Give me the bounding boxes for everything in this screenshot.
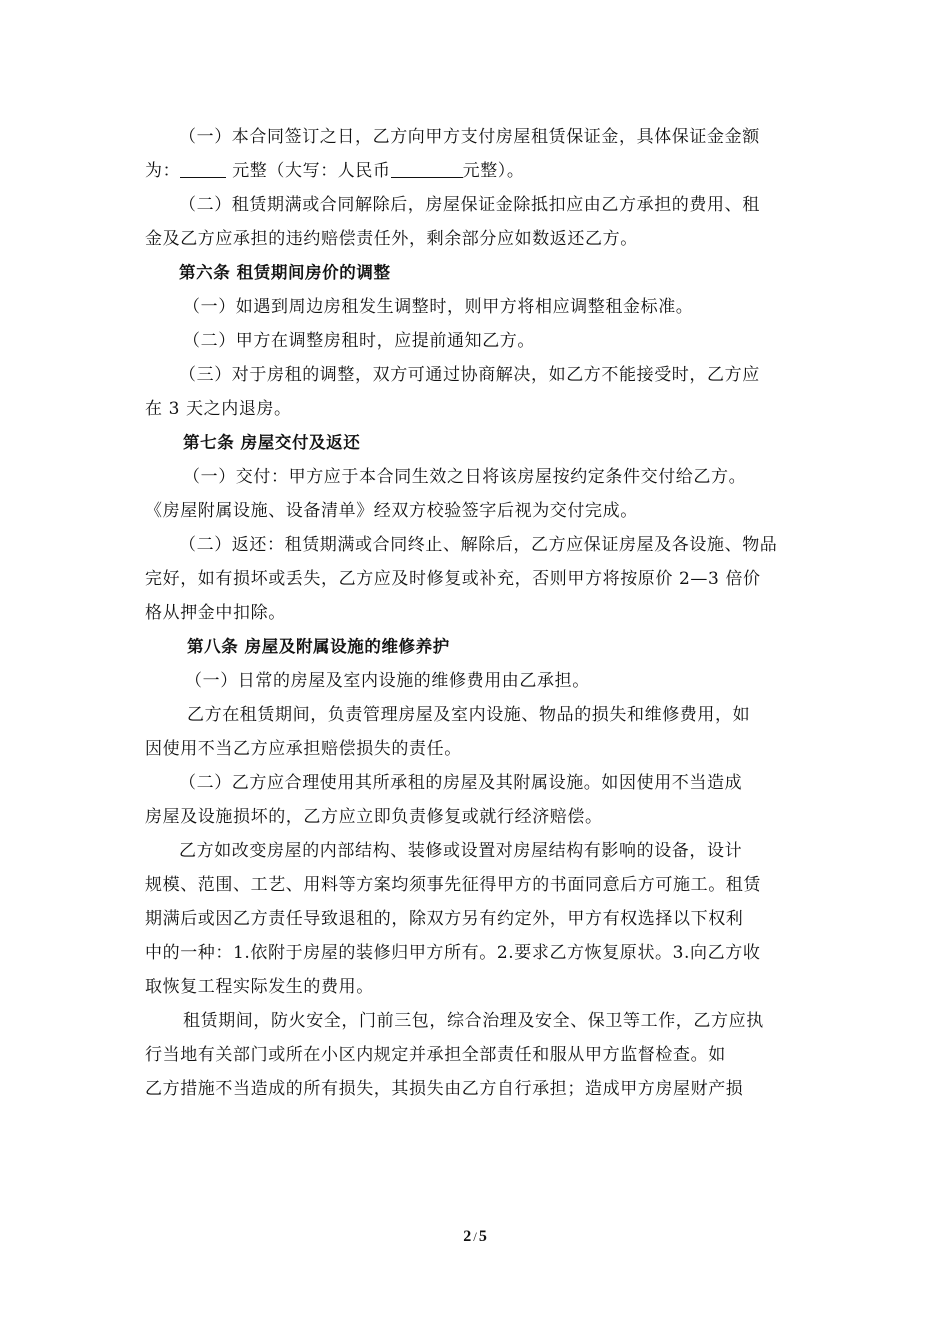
article-8-paragraph: 中的一种：1.依附于房屋的装修归甲方所有。2.要求乙方恢复原状。3.向乙方收 bbox=[145, 943, 761, 963]
article-8-paragraph: 因使用不当乙方应承担赔偿损失的责任。 bbox=[145, 739, 462, 759]
article-8-paragraph: 期满后或因乙方责任导致退租的，除双方另有约定外，甲方有权选择以下权利 bbox=[145, 909, 744, 929]
article-6-heading: 第六条 租赁期间房价的调整 bbox=[179, 263, 391, 282]
amount-words-blank bbox=[391, 157, 463, 178]
amount-blank bbox=[180, 157, 226, 178]
article-7-item: 完好，如有损坏或丢失，乙方应及时修复或补充，否则甲方将按原价 2—3 倍价 bbox=[145, 569, 761, 589]
article-8-item: （一）日常的房屋及室内设施的维修费用由乙承担。 bbox=[185, 671, 590, 691]
article-7-item: 格从押金中扣除。 bbox=[145, 603, 286, 623]
article-8-paragraph: 行当地有关部门或所在小区内规定并承担全部责任和服从甲方监督检查。如 bbox=[145, 1045, 726, 1065]
article-8-paragraph: 乙方措施不当造成的所有损失，其损失由乙方自行承担；造成甲方房屋财产损 bbox=[145, 1079, 744, 1099]
text-fragment: 元整（大写：人民币 bbox=[226, 161, 391, 181]
text-fragment: 元整）。 bbox=[462, 161, 525, 181]
article-8-paragraph: 乙方如改变房屋的内部结构、装修或设置对房屋结构有影响的设备，设计 bbox=[179, 841, 743, 861]
article-6-item: （二）甲方在调整房租时，应提前通知乙方。 bbox=[183, 331, 535, 351]
article-8-heading: 第八条 房屋及附属设施的维修养护 bbox=[187, 637, 450, 656]
deposit-amount-line bbox=[145, 154, 810, 188]
article-8-paragraph: 租赁期间，防火安全，门前三包，综合治理及安全、保卫等工作，乙方应执 bbox=[183, 1011, 764, 1031]
refund-paragraph-line: 金及乙方应承担的违约赔偿责任外，剩余部分应如数返还乙方。 bbox=[145, 229, 638, 249]
article-7-item: （二）返还：租赁期满或合同终止、解除后，乙方应保证房屋及各设施、物品 bbox=[179, 535, 778, 555]
article-8-item: 房屋及设施损坏的，乙方应立即负责修复或就行经济赔偿。 bbox=[145, 807, 603, 827]
page-number bbox=[0, 1228, 950, 1246]
page-separator: / bbox=[473, 1229, 477, 1244]
page-current: 2 bbox=[463, 1228, 472, 1245]
article-7-item: （一）交付：甲方应于本合同生效之日将该房屋按约定条件交付给乙方。 bbox=[183, 467, 747, 487]
text-fragment: 为： bbox=[145, 161, 181, 181]
article-8-paragraph: 取恢复工程实际发生的费用。 bbox=[145, 977, 374, 997]
article-8-item: （二）乙方应合理使用其所承租的房屋及其附属设施。如因使用不当造成 bbox=[179, 773, 743, 793]
deposit-paragraph-line: （一）本合同签订之日，乙方向甲方支付房屋租赁保证金，具体保证金金额 bbox=[179, 127, 760, 147]
article-8-paragraph: 规模、范围、工艺、用料等方案均须事先征得甲方的书面同意后方可施工。租赁 bbox=[145, 875, 761, 895]
article-7-item: 《房屋附属设施、设备清单》经双方校验签字后视为交付完成。 bbox=[145, 501, 638, 521]
refund-paragraph-line: （二）租赁期满或合同解除后，房屋保证金除抵扣应由乙方承担的费用、租 bbox=[179, 195, 760, 215]
page-total: 5 bbox=[478, 1228, 487, 1245]
article-6-item: （三）对于房租的调整，双方可通过协商解决，如乙方不能接受时，乙方应 bbox=[179, 365, 760, 385]
article-8-paragraph: 乙方在租赁期间，负责管理房屋及室内设施、物品的损失和维修费用，如 bbox=[187, 705, 751, 725]
contract-body bbox=[145, 120, 810, 1106]
article-6-item: 在 3 天之内退房。 bbox=[145, 399, 292, 419]
article-7-heading: 第七条 房屋交付及返还 bbox=[183, 433, 361, 452]
article-6-item: （一）如遇到周边房租发生调整时，则甲方将相应调整租金标准。 bbox=[183, 297, 694, 317]
